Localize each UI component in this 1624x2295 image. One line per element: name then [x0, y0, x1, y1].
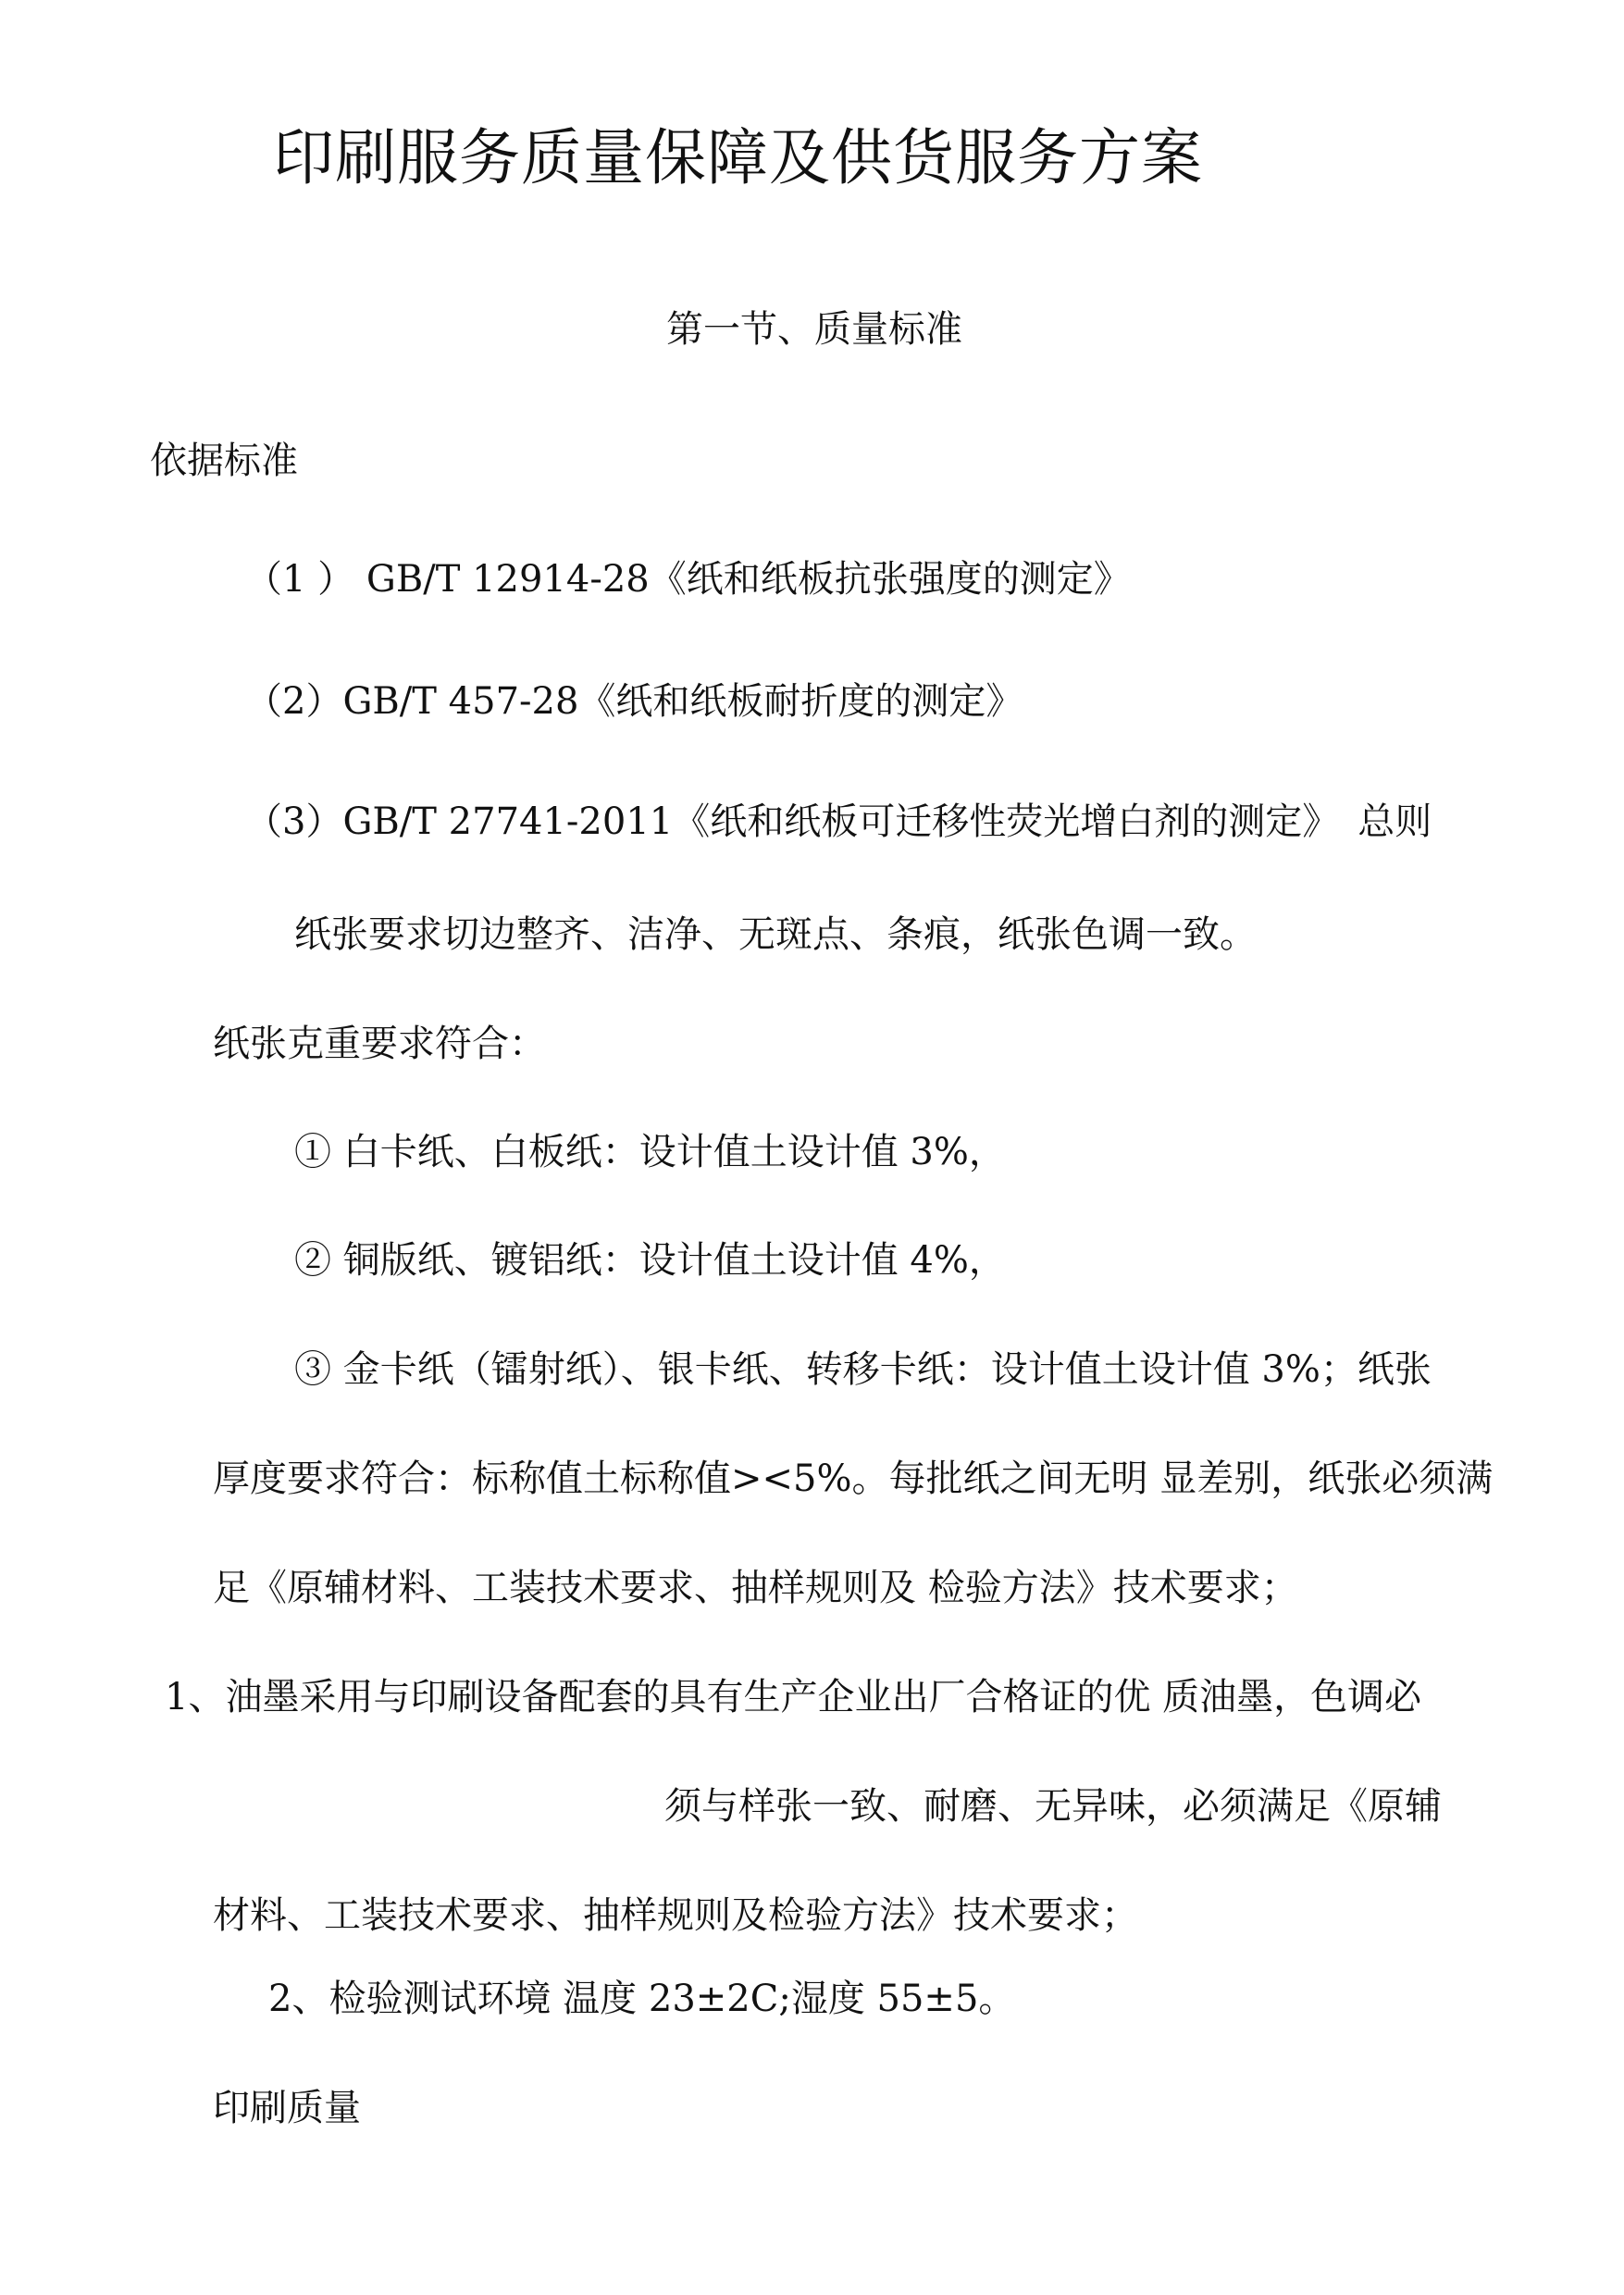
weight-heading: 纸张克重要求符合：: [213, 1023, 546, 1065]
ink-line-1: 1、油墨采用与印刷设备配套的具有生产企业出厂合格证的优 质油墨，色调必: [165, 1676, 1422, 1718]
ink-line-3: 材料、工装技术要求、抽样规则及检验方法》技术要求；: [213, 1894, 1138, 1937]
ink-line-2: 须与样张一致、耐磨、无异味，必须满足《原辅: [664, 1785, 1442, 1828]
basis-heading: 依据标准: [150, 440, 298, 482]
test-environment-line: 2、检验测试环境 温度 23±2C;湿度 55±5。: [268, 1978, 1016, 2020]
weight-item-1: ① 白卡纸、白板纸：设计值土设计值 3%，: [294, 1131, 1006, 1173]
standard-item-1: （1 ） GB/T 12914-28《纸和纸板抗张强度的测定》: [245, 558, 1131, 601]
standard-item-3: （3）GB/T 27741-2011《纸和纸板可迁移性荧光增白剂的测定》 总则: [245, 800, 1432, 843]
paper-requirement: 纸张要求切边整齐、洁净、无斑点、条痕，纸张色调一致。: [294, 913, 1257, 956]
print-quality-heading: 印刷质量: [213, 2087, 361, 2129]
weight-item-2: ② 铜版纸、镀铝纸：设计值土设计值 4%，: [294, 1239, 1006, 1282]
thickness-line-2: 足《原辅材料、工装技术要求、抽样规则及 检验方法》技术要求；: [213, 1567, 1298, 1609]
weight-item-3: ③ 金卡纸（镭射纸）、银卡纸、转移卡纸：设计值土设计值 3%；纸张: [294, 1348, 1432, 1391]
standard-item-2: （2）GB/T 457-28《纸和纸板耐折度的测定》: [245, 680, 1023, 723]
document-title: 印刷服务质量保障及供货服务方案: [273, 122, 1203, 193]
thickness-line-1: 厚度要求符合：标称值土标称值><5%。每批纸之间无明 显差别，纸张必须满: [213, 1458, 1494, 1500]
section-heading: 第一节、质量标准: [666, 308, 962, 351]
